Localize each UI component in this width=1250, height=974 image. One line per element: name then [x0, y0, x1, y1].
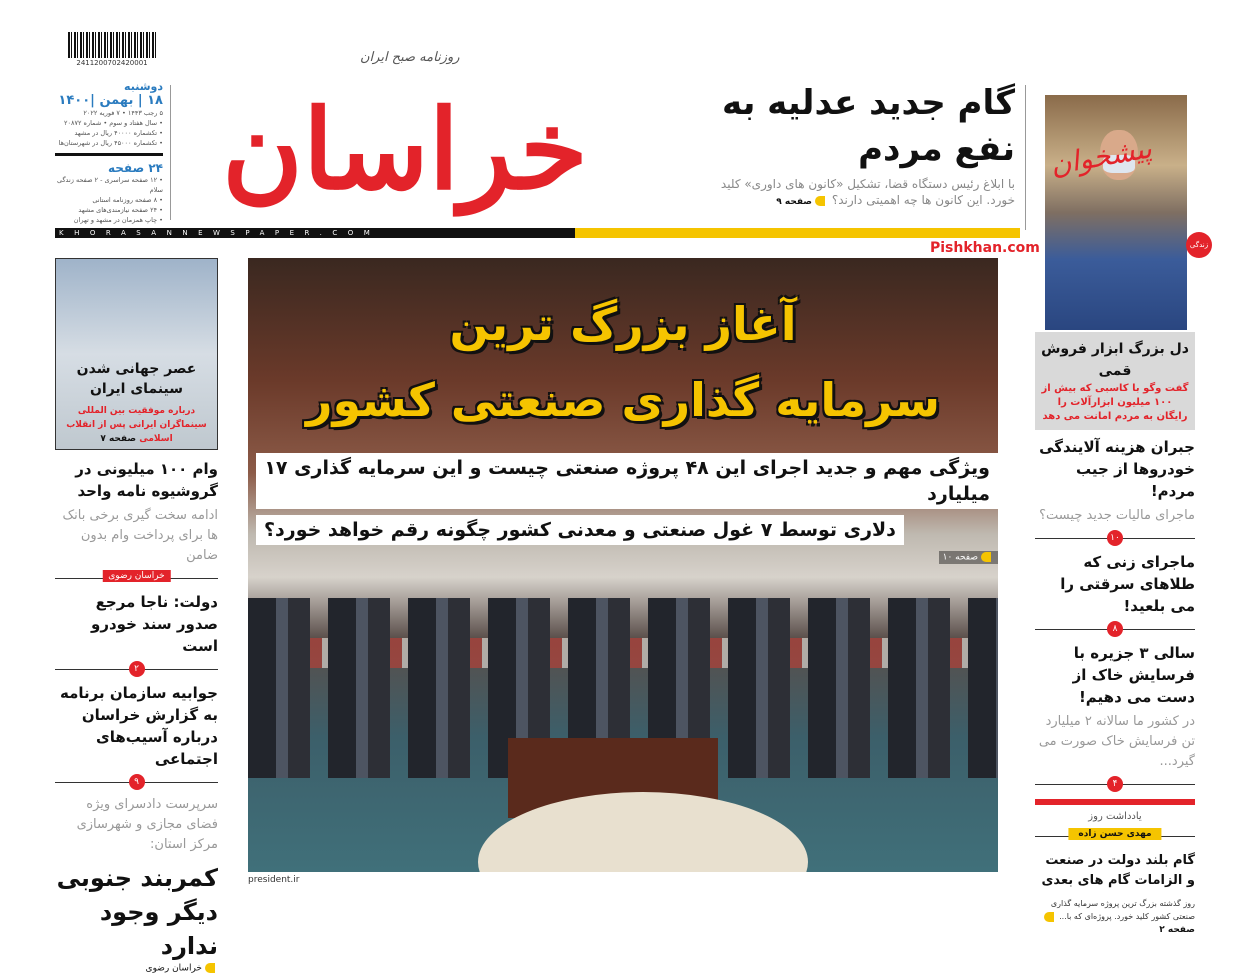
story-headline[interactable]: جبران هزینه آلایندگی خودروها از جیب مردم! — [1039, 438, 1195, 500]
divider — [55, 777, 218, 787]
feature-title: عصر جهانی شدن سینمای ایران — [76, 361, 197, 397]
feature-summary: درباره موفقیت بین المللی سینماگران ایرانی پس از انقلاب اسلامی — [66, 406, 207, 444]
story-headline[interactable]: کمربند جنوبی دیگر وجود ندارد — [56, 864, 218, 960]
divider — [170, 85, 171, 220]
feature-title: دل بزرگ ابزار فروش قمی — [1041, 341, 1189, 379]
note-bar — [1035, 799, 1195, 805]
shopkeeper-photo — [1045, 95, 1187, 330]
arrow-icon — [981, 552, 991, 562]
story-headline[interactable]: وام ۱۰۰ میلیونی در گروشیوه نامه واحد — [75, 460, 218, 500]
pages-info-4: • چاپ همزمان در مشهد و تهران — [73, 216, 163, 224]
note-sub — [1035, 897, 1195, 937]
story-sub: ماجرای مالیات جدید چیست؟ — [1039, 508, 1195, 523]
note-label: یادداشت روز — [1088, 811, 1142, 822]
divider — [1035, 624, 1195, 634]
weekday: دوشنبه — [124, 80, 163, 93]
feature-sub: گفت وگو با کاسبی که بیش از ۱۰۰ میلیون ابزارآلات را رایگان به مردم امانت می دهد — [1041, 383, 1189, 422]
arrow-icon — [815, 196, 825, 206]
note-headline[interactable]: گام بلند دولت در صنعت و الزامات گام های بعدی — [1041, 853, 1195, 888]
story-headline[interactable]: سالی ۳ جزیره با فرسایش خاک از دست می دهیم! — [1072, 644, 1195, 706]
page-ref[interactable]: صفحه ۹ — [776, 197, 813, 207]
watermark: پیشخوان — [1047, 131, 1155, 182]
issue-info-2: • تکشماره ۴۰۰۰۰ ریال در مشهد — [74, 129, 163, 137]
pages-info-2: • ۸ صفحه روزنامه استانی — [92, 196, 163, 204]
barcode-number: 2411200702420001 — [66, 59, 158, 67]
cinema-feature[interactable] — [55, 258, 218, 450]
main-subheads — [256, 453, 998, 564]
divider — [55, 571, 218, 581]
date-other: ۵ رجب ۱۴۴۳ • ۷ فوریه ۲۰۲۲ — [83, 109, 163, 117]
feature-box[interactable] — [1035, 332, 1195, 430]
main-sub-1: ویژگی مهم و جدید اجرای این ۴۸ پروژه صنعتی چیست و این سرمایه گذاری ۱۷ میلیارد — [256, 453, 998, 509]
main-headline-line-2: سرمایه گذاری صنعتی کشور — [306, 373, 940, 427]
top-story-sub — [700, 176, 1015, 210]
issue-info-1: • سال هفتاد و سوم • شماره ۲۰۸۷۲ — [64, 119, 163, 127]
logo-tagline: روزنامه صبح ایران — [360, 50, 460, 65]
date: ۱۸ | بهمن |۱۴۰۰ — [58, 93, 163, 108]
top-story-summary: با ابلاغ رئیس دستگاه قضا، تشکیل «کانون های داوری» کلید خورد. این کانون ها چه اهمیتی دارند؟ — [720, 177, 1015, 207]
story-ref — [55, 963, 218, 974]
divider — [1035, 533, 1195, 543]
issue-info-3: • تکشماره ۴۵۰۰۰ ریال در شهرستان‌ها — [58, 139, 163, 147]
divider — [1025, 85, 1026, 230]
divider — [1035, 779, 1195, 789]
section-tag: خراسان رضوی — [102, 570, 170, 582]
divider — [1035, 829, 1195, 839]
website-bar: KHORASANNEWSPAPER.COM — [55, 228, 575, 238]
pages-info-1: • ۱۲ صفحه سراسری - ۲ صفحه زندگی سلام — [57, 176, 163, 194]
page-count: ۲۴ صفحه — [108, 161, 163, 175]
photo-credit: president.ir — [248, 875, 300, 885]
top-story-headline[interactable]: گام جدید عدلیه به نفع مردم — [721, 83, 1015, 169]
page-ref[interactable]: صفحه ۷ — [100, 434, 137, 444]
note-summary: روز گذشته بزرگ ترین پروژه سرمایه گذاری صنعتی کشور کلید خورد. پروژه‌ای که با... — [1050, 899, 1195, 921]
story-headline[interactable]: ماجرای زنی که طلاهای سرقتی را می بلعید! — [1060, 553, 1195, 615]
divider — [55, 153, 163, 156]
main-photo — [248, 258, 998, 872]
page-ref-label: صفحه ۱۰ — [942, 552, 978, 563]
page-number-badge[interactable]: ۴ — [1107, 776, 1123, 792]
date-box — [55, 80, 163, 225]
right-column — [1035, 436, 1195, 937]
left-column — [55, 458, 218, 974]
pages-info-3: • ۲۴ صفحه نیازمندی‌های مشهد — [78, 206, 163, 214]
story-headline[interactable]: جوابیه سازمان برنامه به گزارش خراسان درباره آسیب‌های اجتماعی — [59, 684, 218, 768]
newspaper-logo: خراسان — [222, 85, 588, 214]
story-sub: در کشور ما سالانه ۲ میلیارد تن فرسایش خاک صورت می گیرد... — [1038, 714, 1195, 769]
watermark-url: Pishkhan.com — [930, 240, 1040, 256]
author: مهدی حسن زاده — [1068, 828, 1161, 840]
page-ref[interactable]: صفحه ۲ — [1159, 925, 1195, 935]
main-sub-2: دلاری توسط ۷ غول صنعتی و معدنی کشور چگونه رقم خواهد خورد؟ — [256, 515, 904, 545]
divider — [55, 664, 218, 674]
barcode — [68, 32, 156, 58]
story-sub: سرپرست دادسرای ویژه فضای مجازی و شهرسازی مرکز استان: — [76, 797, 218, 852]
page-number-badge[interactable]: ۹ — [129, 774, 145, 790]
section-tag: زندگی — [1186, 232, 1212, 258]
page-ref[interactable]: خراسان رضوی — [145, 963, 202, 974]
page-number-badge[interactable]: ۸ — [1107, 621, 1123, 637]
feature-sub — [60, 404, 213, 446]
page-ref[interactable] — [939, 551, 998, 564]
story-sub: ادامه سخت گیری برخی بانک ها برای پرداخت وام بدون ضامن — [62, 508, 218, 563]
yellow-rule — [575, 228, 1020, 238]
arrow-icon — [1044, 912, 1054, 922]
main-headline-line-1: آغاز بزرگ ترین — [449, 297, 797, 351]
story-headline[interactable]: دولت: ناجا مرجع صدور سند خودرو است — [91, 593, 218, 655]
arrow-icon — [205, 963, 215, 973]
page-number-badge[interactable]: ۱۰ — [1107, 530, 1123, 546]
page-number-badge[interactable]: ۲ — [129, 661, 145, 677]
main-headline[interactable] — [248, 286, 998, 438]
